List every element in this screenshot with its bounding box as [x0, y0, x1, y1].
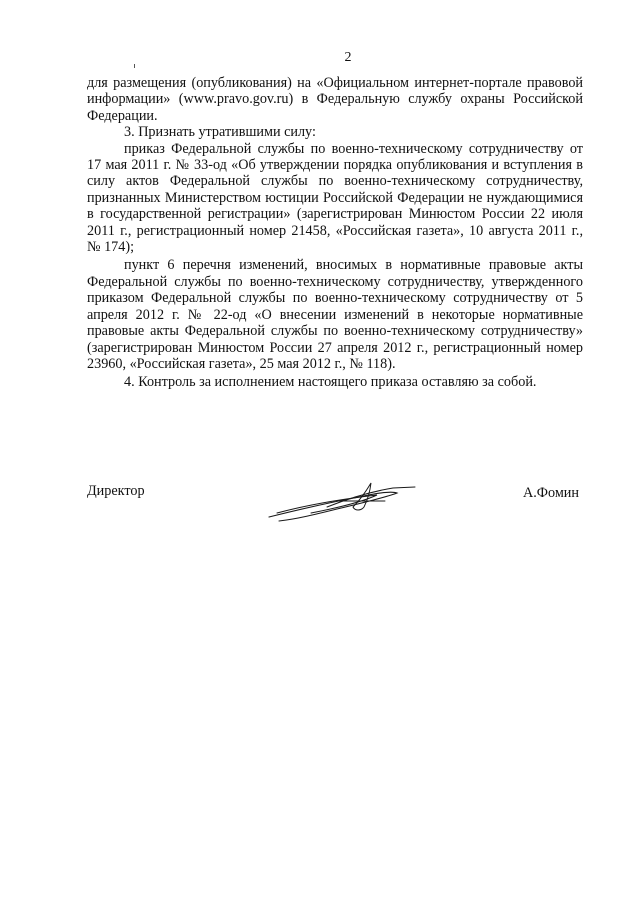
paragraph-item-3: 3. Признать утратившими силу:: [124, 124, 316, 141]
scan-mark: [134, 64, 135, 68]
paragraph-item-6-changes: пункт 6 перечня изменений, вносимых в нормативные правовые акты Федеральной службы по военно-техническому сотрудничеству, утвержденного приказом Федеральной службы по военно-техническому сотрудничеству от 5 апреля 2012 г. № 22-од «О внесении изменений в некоторые нормативные правовые акты Федеральной службы по военно-техническому сотрудничеству» (зарегистрирован Минюстом России 27 апреля 2012 г., регистрационный номер 23960, «Российская газета», 25 мая 2012 г., № 118).: [87, 257, 583, 372]
paragraph-publication: для размещения (опубликования) на «Официальном интернет-портале правовой информации» (www.pravo.gov.ru) в Федеральную службу охраны Российской Федерации.: [87, 75, 583, 124]
signatory-name: А.Фомин: [523, 485, 579, 501]
paragraph-item-4: 4. Контроль за исполнением настоящего приказа оставляю за собой.: [124, 374, 537, 391]
document-body: [87, 75, 583, 391]
page-number: 2: [344, 50, 352, 65]
signature-block: [87, 483, 583, 533]
paragraph-order-2011: приказ Федеральной службы по военно-техническому сотрудничеству от 17 мая 2011 г. № 33-од «Об утверждении порядка опубликования и вступления в силу актов Федеральной службы по военно-техническому сотрудничеству, признанных Министерством юстиции Российской Федерации не нуждающимися в государственной регистрации» (зарегистрирован Минюстом России 22 июля 2011 г., регистрационный номер 21458, «Российская газета», 10 августа 2011 г., № 174);: [87, 140, 583, 256]
signatory-title: Директор: [87, 483, 145, 499]
handwritten-signature: [267, 477, 417, 533]
